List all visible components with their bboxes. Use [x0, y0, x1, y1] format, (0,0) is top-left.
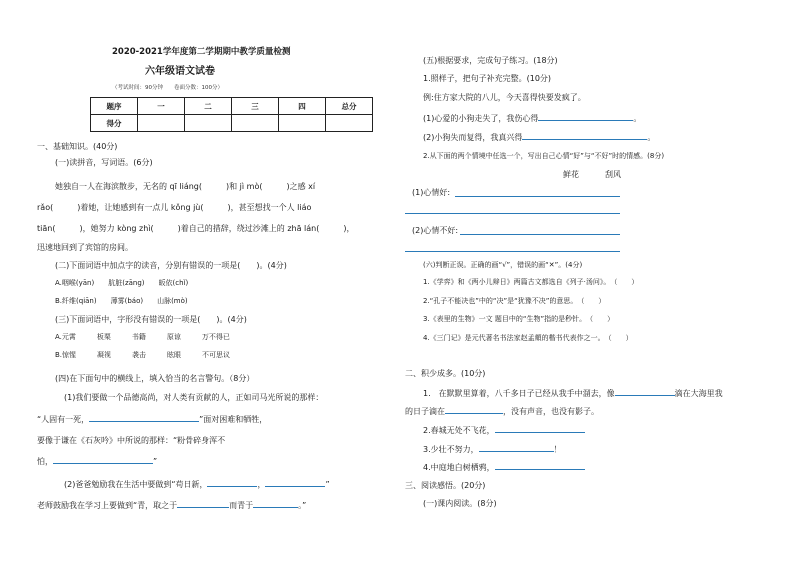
- answer-blank[interactable]: [177, 499, 229, 508]
- question-text: rǎo( )着她，让她感到有一点儿 kǒng jù( )，甚至想找一个人 liáo: [37, 203, 312, 212]
- option-a: A.咽喉(yān) 肮脏(zāng) 皈依(chǐ): [55, 279, 189, 287]
- exam-title: 2020-2021学年度第二学期期中教学质量检测: [112, 47, 291, 57]
- judgement-item: 1.《学弈》和《两小儿辩日》两篇古文都选自《列子·汤问》。 （ ）: [423, 278, 639, 286]
- answer-blank[interactable]: [615, 387, 675, 396]
- question-suffix: ，没有声音，也没有影子。: [503, 407, 599, 416]
- answer-blank[interactable]: [207, 478, 257, 487]
- score-cell[interactable]: [326, 115, 373, 132]
- judgement-item: 2.“孔子不能决也”中的“决”是“犹豫不决”的意思。 （ ）: [423, 297, 606, 305]
- question-suffix: 。”: [298, 501, 307, 510]
- question-suffix: ”: [153, 457, 158, 466]
- question-suffix: ！: [553, 445, 562, 454]
- answer-blank[interactable]: [253, 499, 298, 508]
- section-heading: 三、阅读感悟。(20分): [405, 481, 486, 490]
- question-text: [405, 405, 599, 417]
- question-prefix: 老师鼓励我在学习上要做到“青，取之于: [37, 501, 178, 510]
- answer-line[interactable]: [455, 196, 620, 197]
- question-text: [423, 131, 655, 143]
- question-text: tiān( )，她努力 kòng zhì( )着自己的措辞，绕过沙滩上的 zhā lán( )，: [37, 224, 355, 233]
- answer-blank[interactable]: [538, 112, 633, 121]
- score-cell[interactable]: [279, 115, 326, 132]
- question-prefix: 的日子滴在: [405, 407, 445, 416]
- question-text: [423, 387, 723, 399]
- subsection-heading: (六)判断正误。正确的画“√”，错误的画“✕”。(4分): [423, 261, 583, 269]
- score-table-header-row: [91, 98, 373, 115]
- question-text: [37, 499, 306, 511]
- score-table: [90, 97, 373, 132]
- question-text: [423, 424, 585, 436]
- score-cell[interactable]: [185, 115, 232, 132]
- question-text: [37, 455, 157, 467]
- mood-bad-label: (2)心情不好:: [412, 226, 459, 235]
- answer-blank[interactable]: [265, 478, 325, 487]
- question-text: 1.照样子，把句子补充完整。(10分): [423, 74, 552, 83]
- question-text: 2.从下面的两个情境中任选一个，写出自己心情“好”与“不好”时的情感。(8分): [423, 152, 665, 160]
- answer-line[interactable]: [405, 251, 620, 252]
- example-text: 例:住方家大院的八儿，今天喜得快要发疯了。: [423, 93, 586, 102]
- table-cell: 总分: [326, 98, 373, 115]
- table-cell: 得分: [91, 115, 138, 132]
- question-suffix: 。: [633, 114, 642, 123]
- question-text: 要像于谦在《石灰吟》中所说的那样：“粉骨碎身浑不: [37, 436, 226, 445]
- question-prefix: 4.中庭地白树栖鸦，: [423, 463, 495, 472]
- answer-blank[interactable]: [495, 461, 585, 470]
- exam-subtitle: 六年级语文试卷: [145, 66, 215, 77]
- section-heading: 二、积少成多。(10分): [405, 369, 486, 378]
- question-prefix: (2)小狗失而复得，我真兴得: [423, 133, 523, 142]
- judgement-item: 4.《三门记》是元代著名书法家赵孟頫的楷书代表作之一。 （ ）: [423, 334, 633, 342]
- subsection-heading: (二)下面词语中加点字的读音，分别有错误的一项是( )。(4分): [55, 261, 287, 270]
- table-cell: 三: [232, 98, 279, 115]
- subsection-heading: (五)根据要求，完成句子练习。(18分): [423, 56, 558, 65]
- question-text: [37, 413, 267, 425]
- question-prefix: (1)心爱的小狗走失了，我伤心得: [423, 114, 539, 123]
- score-cell[interactable]: [232, 115, 279, 132]
- question-middle: 而青于: [229, 501, 254, 510]
- answer-blank[interactable]: [522, 131, 647, 140]
- question-text: 她独自一人在海滨散步，无名的 qī liáng( )和 jì mò( )之感 xí: [55, 182, 316, 191]
- question-middle: ，: [257, 480, 266, 489]
- answer-blank[interactable]: [495, 424, 585, 433]
- table-cell: 一: [138, 98, 185, 115]
- table-cell: 题序: [91, 98, 138, 115]
- answer-blank[interactable]: [89, 413, 199, 422]
- question-prefix: 2.春城无处不飞花，: [423, 426, 495, 435]
- question-suffix: 。: [647, 133, 656, 142]
- question-text: [423, 461, 585, 473]
- subsection-heading: (一)读拼音，写词语。(6分): [55, 158, 153, 167]
- table-cell: 二: [185, 98, 232, 115]
- question-text: [423, 443, 562, 455]
- option-label: 鲜花: [563, 170, 579, 179]
- question-suffix: ”: [325, 480, 330, 489]
- judgement-item: 3.《表里的生物》一文 题目中的“生物”指的是秒针。 （ ）: [423, 315, 615, 323]
- answer-blank[interactable]: [479, 443, 554, 452]
- question-text: (1)我们要做一个品德高尚，对人类有贡献的人，正如司马光所说的那样：: [64, 393, 324, 402]
- option-label: 刮风: [605, 170, 621, 179]
- question-text: [64, 478, 330, 490]
- question-suffix: 滴在大海里我: [674, 389, 723, 398]
- question-prefix: 3.少壮不努力，: [423, 445, 479, 454]
- answer-line[interactable]: [460, 234, 620, 235]
- question-prefix: 1. 在默默里算着，八千多日子已经从我手中溜去，像: [423, 389, 615, 398]
- answer-line[interactable]: [405, 213, 620, 214]
- answer-blank[interactable]: [445, 405, 503, 414]
- subsection-heading: (四)在下面句中的横线上，填入恰当的名言警句。（8分）: [55, 374, 255, 383]
- question-text: 迅速地回到了宾馆的房间。: [37, 243, 133, 252]
- score-table-score-row: [91, 115, 373, 132]
- question-prefix: “人固有一死，: [37, 415, 90, 424]
- question-prefix: (2)爸爸勉励我在生活中要做到“苟日新，: [64, 480, 208, 489]
- mood-good-label: (1)心情好:: [412, 188, 451, 197]
- option-b: B.纤维(qiān) 薄雾(báo) 山脉(mò): [55, 297, 188, 305]
- exam-info: （考试时间：90分钟 卷面分数：100分）: [112, 85, 223, 91]
- score-cell[interactable]: [138, 115, 185, 132]
- option-b: B.惊惺 凝视 袭击 眩眼 不可思议: [55, 351, 231, 359]
- question-text: [423, 112, 641, 124]
- option-a: A.元霄 板栗 书籍 原谅 万不得已: [55, 333, 230, 341]
- question-prefix: 怕，: [37, 457, 53, 466]
- question-suffix: ”面对困难和牺牲，: [199, 415, 268, 424]
- answer-blank[interactable]: [53, 455, 153, 464]
- section-heading: 一、基础知识。(40分): [37, 142, 118, 151]
- table-cell: 四: [279, 98, 326, 115]
- subsection-heading: (一)课内阅读。(8分): [423, 499, 497, 508]
- subsection-heading: (三)下面词语中，字形没有错误的一项是( )。(4分): [55, 315, 247, 324]
